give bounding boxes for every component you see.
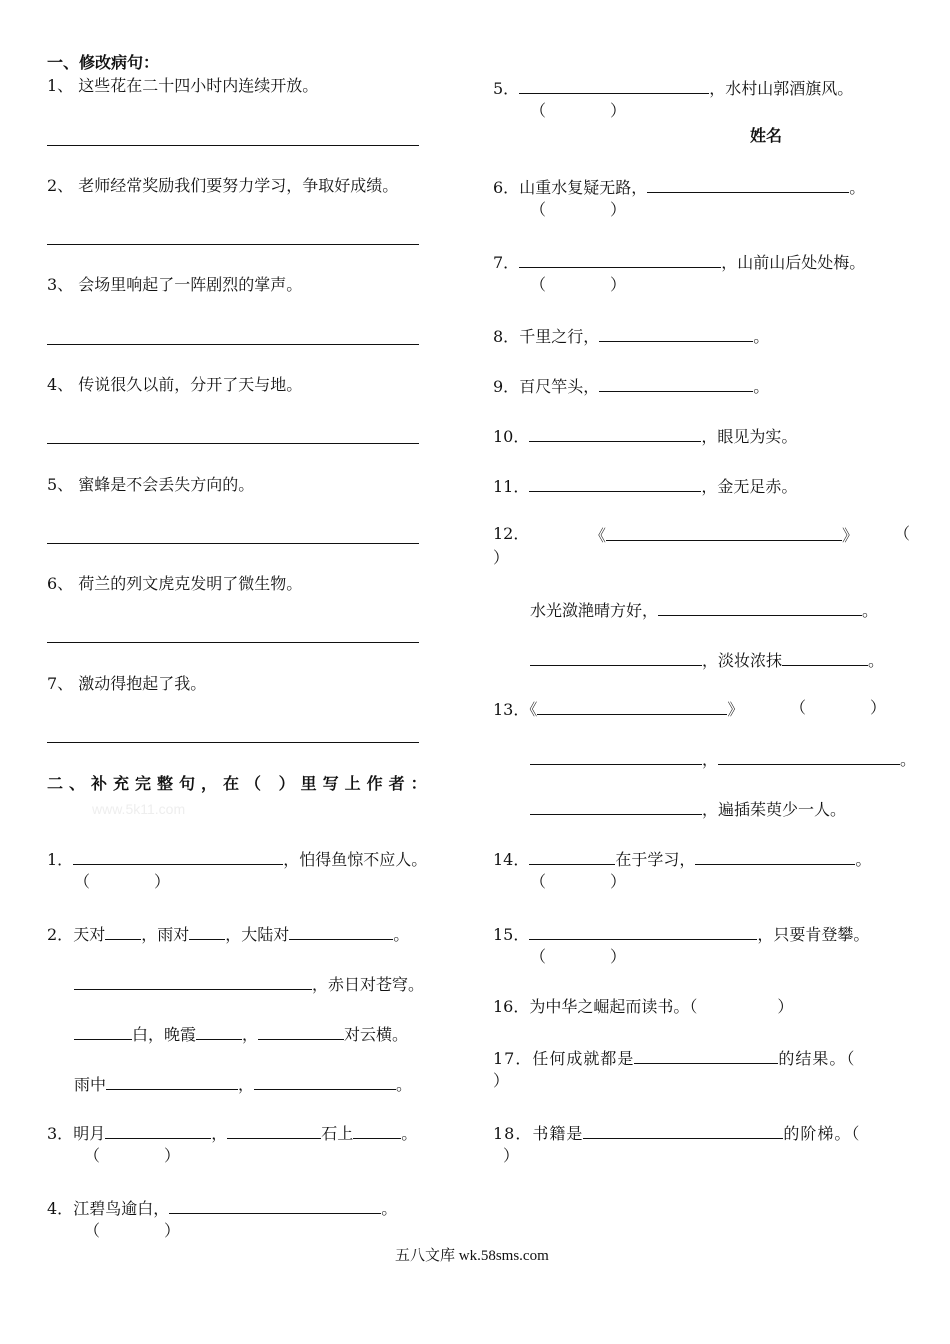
sentence-7: 7、 激动得抱起了我。 [47, 674, 207, 693]
blank[interactable] [537, 698, 727, 715]
watermark: www.5k11.com [92, 801, 186, 817]
blank[interactable] [530, 798, 702, 815]
blank[interactable] [74, 1023, 132, 1040]
question-18-paren-close: ） [503, 1146, 520, 1165]
question-2-line-4: 雨中 ， 。 [74, 1075, 413, 1094]
answer-line-6[interactable] [47, 642, 419, 643]
question-18: 18．书籍是 的阶梯。（ [493, 1124, 861, 1143]
blank[interactable] [254, 1073, 396, 1090]
question-12-paren-close: ） [493, 548, 510, 567]
author-paren-13[interactable]: （ ） [790, 698, 887, 717]
blank[interactable] [196, 1023, 242, 1040]
author-paren-6[interactable]: （ ） [530, 200, 627, 219]
blank[interactable] [529, 848, 615, 865]
section2-heading: 二、补充完整句，在（ ）里写上作者： [47, 774, 433, 793]
author-paren-14[interactable]: （ ） [530, 872, 627, 891]
question-15: 15． ，只要肯登攀。 [493, 925, 870, 944]
blank[interactable] [583, 1122, 783, 1139]
author-paren-4[interactable]: （ ） [84, 1221, 181, 1240]
author-paren-1[interactable]: （ ） [74, 872, 171, 891]
blank[interactable] [718, 748, 900, 765]
blank[interactable] [227, 1122, 321, 1139]
question-12-paren-open[interactable]: （ [894, 524, 911, 543]
blank[interactable] [74, 973, 312, 990]
question-13-line-3: ，遍插茱萸少一人。 [530, 798, 846, 820]
blank[interactable] [530, 748, 702, 765]
author-paren-5[interactable]: （ ） [530, 101, 627, 120]
blank[interactable] [169, 1197, 381, 1214]
sentence-5: 5、 蜜蜂是不会丢失方向的。 [47, 475, 255, 494]
answer-line-5[interactable] [47, 543, 419, 544]
question-17-paren-close: ） [493, 1071, 510, 1090]
question-9: 9．百尺竿头， 。 [493, 377, 770, 396]
question-17: 17．任何成就都是 的结果。（ [493, 1049, 856, 1068]
question-14: 14． 在于学习， 。 [493, 850, 872, 869]
blank[interactable] [105, 923, 141, 940]
question-11: 11． ，金无足赤。 [493, 477, 798, 496]
blank[interactable] [647, 176, 849, 193]
sentence-2: 2、 老师经常奖励我们要努力学习，争取好成绩。 [47, 176, 399, 195]
blank[interactable] [530, 649, 702, 666]
blank[interactable] [606, 524, 842, 541]
blank[interactable] [189, 923, 225, 940]
blank[interactable] [599, 375, 753, 392]
blank[interactable] [634, 1047, 778, 1064]
blank[interactable] [73, 848, 283, 865]
section1-heading: 一、修改病句： [47, 53, 160, 72]
question-10: 10． ，眼见为实。 [493, 427, 798, 446]
blank[interactable] [353, 1122, 401, 1139]
sentence-1: 1、 这些花在二十四小时内连续开放。 [47, 76, 319, 95]
blank[interactable] [658, 599, 862, 616]
sentence-6: 6、 荷兰的列文虎克发明了微生物。 [47, 574, 303, 593]
blank[interactable] [782, 649, 868, 666]
answer-line-7[interactable] [47, 742, 419, 743]
question-4: 4．江碧鸟逾白， 。 [47, 1199, 398, 1218]
blank[interactable] [695, 848, 855, 865]
answer-line-1[interactable] [47, 145, 419, 146]
blank[interactable] [106, 1073, 238, 1090]
question-12-line-3: ，淡妆浓抹 。 [530, 649, 884, 671]
blank[interactable] [599, 325, 753, 342]
question-2-line-2: ，赤日对苍穹。 [74, 973, 424, 995]
question-13-line-2: ， 。 [530, 748, 916, 770]
blank[interactable] [519, 77, 709, 94]
answer-line-4[interactable] [47, 443, 419, 444]
question-2-line-3: 白，晚霞 ， 对云横。 [74, 1023, 408, 1045]
question-12-title: 《 》 [590, 526, 859, 545]
author-paren-7[interactable]: （ ） [530, 275, 627, 294]
blank[interactable] [529, 923, 757, 940]
question-12-number: 12． [493, 524, 530, 543]
question-5: 5． ，水村山郭酒旗风。 [493, 79, 854, 98]
question-3: 3．明月 ， 石上 。 [47, 1124, 418, 1143]
answer-line-2[interactable] [47, 244, 419, 245]
blank[interactable] [519, 251, 721, 268]
question-6: 6．山重水复疑无路， 。 [493, 178, 866, 197]
blank[interactable] [258, 1023, 344, 1040]
question-12-line-2: 水光潋滟晴方好， 。 [530, 601, 879, 620]
blank[interactable] [529, 475, 701, 492]
question-2: 2．天对 ，雨对 ，大陆对 。 [47, 925, 410, 944]
question-16: 16．为中华之崛起而读书。（ ） [493, 997, 794, 1016]
blank[interactable] [289, 923, 393, 940]
question-1: 1． ，怕得鱼惊不应人。 [47, 850, 428, 869]
question-7: 7． ，山前山后处处梅。 [493, 253, 866, 272]
answer-line-3[interactable] [47, 344, 419, 345]
sentence-3: 3、 会场里响起了一阵剧烈的掌声。 [47, 275, 303, 294]
question-13: 13．《 》 [493, 700, 744, 719]
author-paren-15[interactable]: （ ） [530, 947, 627, 966]
name-label: 姓名 [750, 126, 783, 145]
blank[interactable] [529, 425, 701, 442]
blank[interactable] [105, 1122, 211, 1139]
footer-source: 五八文库 wk.58sms.com [395, 1248, 549, 1264]
question-8: 8．千里之行， 。 [493, 327, 770, 346]
author-paren-3[interactable]: （ ） [84, 1146, 181, 1165]
sentence-4: 4、 传说很久以前，分开了天与地。 [47, 375, 303, 394]
